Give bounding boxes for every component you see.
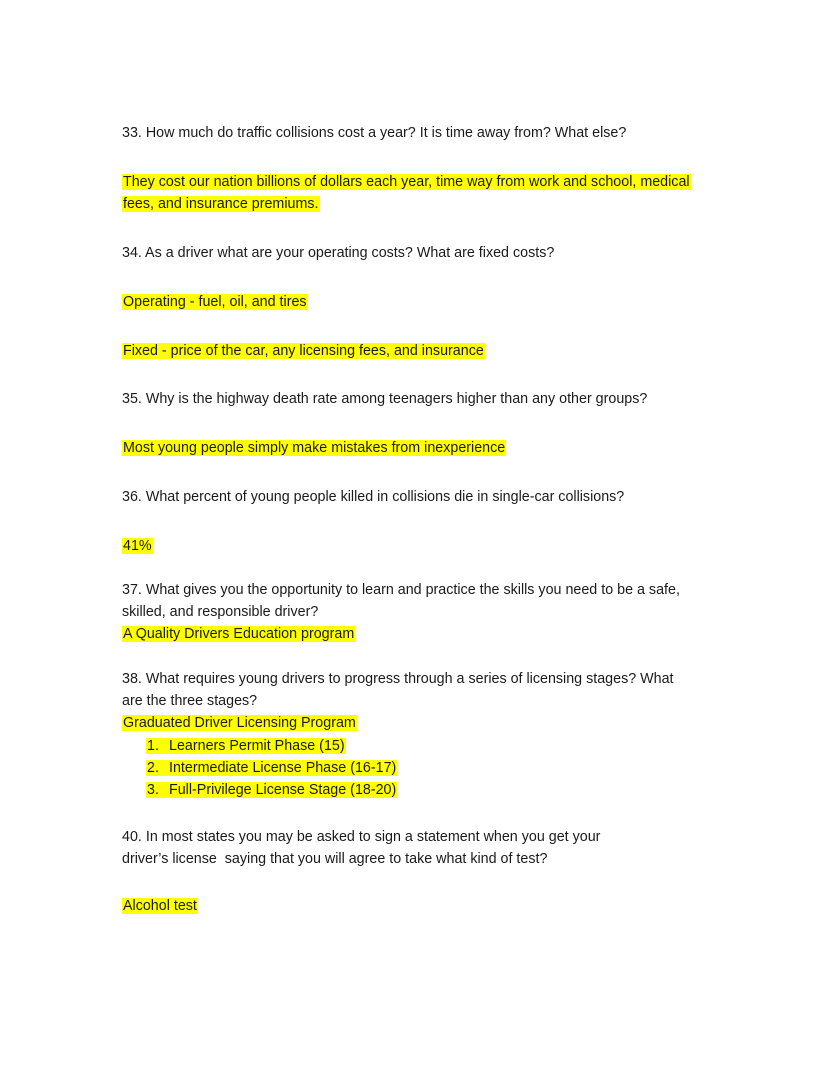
question-40-line-1: [122, 826, 600, 848]
question-33: [122, 122, 626, 144]
list-item-number: 3.: [147, 782, 159, 798]
question-37-line-1: [122, 579, 680, 601]
list-item: [146, 735, 346, 757]
answer-40-text: Alcohol test: [123, 898, 197, 914]
answer-33-text-2: fees, and insurance premiums.: [123, 196, 319, 212]
answer-34-fixed: [122, 340, 485, 362]
answer-35: [122, 437, 506, 459]
list-item-text: Learners Permit Phase (15): [169, 738, 345, 754]
question-35: [122, 388, 647, 410]
answer-38: [122, 712, 357, 734]
question-34: [122, 242, 554, 264]
answer-33-line-1: [122, 171, 691, 193]
question-35-text: 35. Why is the highway death rate among teenagers higher than any other groups?: [122, 391, 648, 407]
question-38-line-1: [122, 668, 674, 690]
answer-37-text: A Quality Drivers Education program: [123, 626, 355, 642]
list-item-number: 2.: [147, 760, 159, 776]
answer-35-text: Most young people simply make mistakes from inexperience: [123, 440, 506, 456]
answer-33-line-2: [122, 193, 320, 215]
question-37-text-1: 37. What gives you the opportunity to learn and practice the skills you need to be a safe,: [122, 582, 680, 598]
list-item-text: Full-Privilege License Stage (18-20): [169, 782, 397, 798]
question-38-text-1: 38. What requires young drivers to progress through a series of licensing stages? What: [122, 671, 674, 687]
list-item-number: 1.: [147, 738, 159, 754]
answer-40: [122, 895, 198, 917]
question-34-text: 34. As a driver what are your operating costs? What are fixed costs?: [122, 245, 555, 261]
question-40-text-1: 40. In most states you may be asked to sign a statement when you get your: [122, 829, 601, 845]
question-37-line-2: [122, 601, 318, 623]
answer-34-operating: [122, 291, 308, 313]
answer-34-operating-text: Operating - fuel, oil, and tires: [123, 294, 307, 310]
question-40-line-2: [122, 848, 547, 870]
question-33-text: 33. How much do traffic collisions cost a year? It is time away from? What else?: [122, 125, 627, 141]
question-38-line-2: [122, 690, 257, 712]
list-item-text: Intermediate License Phase (16-17): [169, 760, 397, 776]
answer-34-fixed-text: Fixed - price of the car, any licensing fees, and insurance: [123, 343, 484, 359]
question-36: [122, 486, 624, 508]
question-38-text-2: are the three stages?: [122, 693, 258, 709]
list-item: [146, 757, 397, 779]
answer-38-text: Graduated Driver Licensing Program: [123, 715, 356, 731]
answer-36: [122, 535, 153, 557]
answer-37: [122, 623, 355, 645]
answer-33-text-1: They cost our nation billions of dollars each year, time way from work and school, medical: [123, 174, 690, 190]
list-item: [146, 779, 397, 801]
question-36-text: 36. What percent of young people killed in collisions die in single-car collisions?: [122, 489, 625, 505]
question-37-text-2: skilled, and responsible driver?: [122, 604, 319, 620]
answer-36-text: 41%: [123, 538, 152, 554]
question-40-text-2: driver’s license saying that you will agree to take what kind of test?: [122, 851, 548, 867]
